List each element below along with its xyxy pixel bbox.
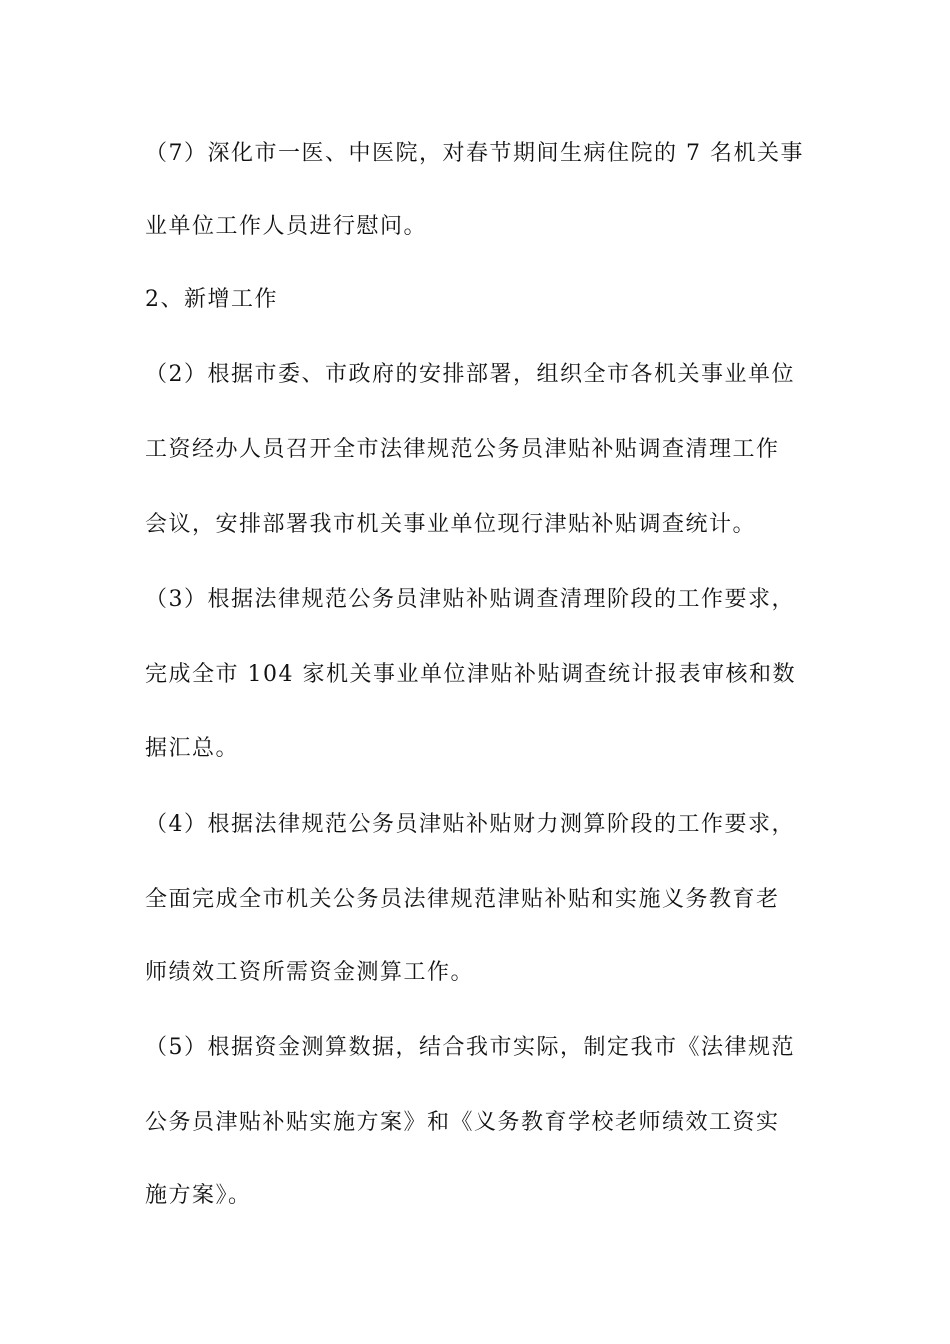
text-line: 公务员津贴补贴实施方案》和《义务教育学校老师绩效工资实 <box>145 1110 780 1135</box>
text-line: （4）根据法律规范公务员津贴补贴财力测算阶段的工作要求， <box>145 812 795 837</box>
section-heading: 2、新增工作 <box>145 287 278 312</box>
text-line: 业单位工作人员进行慰问。 <box>145 214 428 239</box>
text-line: 会议，安排部署我市机关事业单位现行津贴补贴调查统计。 <box>145 512 757 537</box>
text-line: （2）根据市委、市政府的安排部署，组织全市各机关事业单位 <box>145 362 795 387</box>
text-line: 全面完成全市机关公务员法律规范津贴补贴和实施义务教育老 <box>145 887 780 912</box>
text-line: 师绩效工资所需资金测算工作。 <box>145 960 475 985</box>
text-line: （5）根据资金测算数据，结合我市实际，制定我市《法律规范 <box>145 1035 795 1060</box>
text-line: 工资经办人员召开全市法律规范公务员津贴补贴调查清理工作 <box>145 437 780 462</box>
text-line: （7）深化市一医、中医院，对春节期间生病住院的 7 名机关事 <box>145 141 804 166</box>
text-line: 完成全市 104 家机关事业单位津贴补贴调查统计报表审核和数 <box>145 662 796 687</box>
text-line: 据汇总。 <box>145 736 240 761</box>
text-line: （3）根据法律规范公务员津贴补贴调查清理阶段的工作要求， <box>145 587 795 612</box>
text-line: 施方案》。 <box>145 1183 252 1208</box>
